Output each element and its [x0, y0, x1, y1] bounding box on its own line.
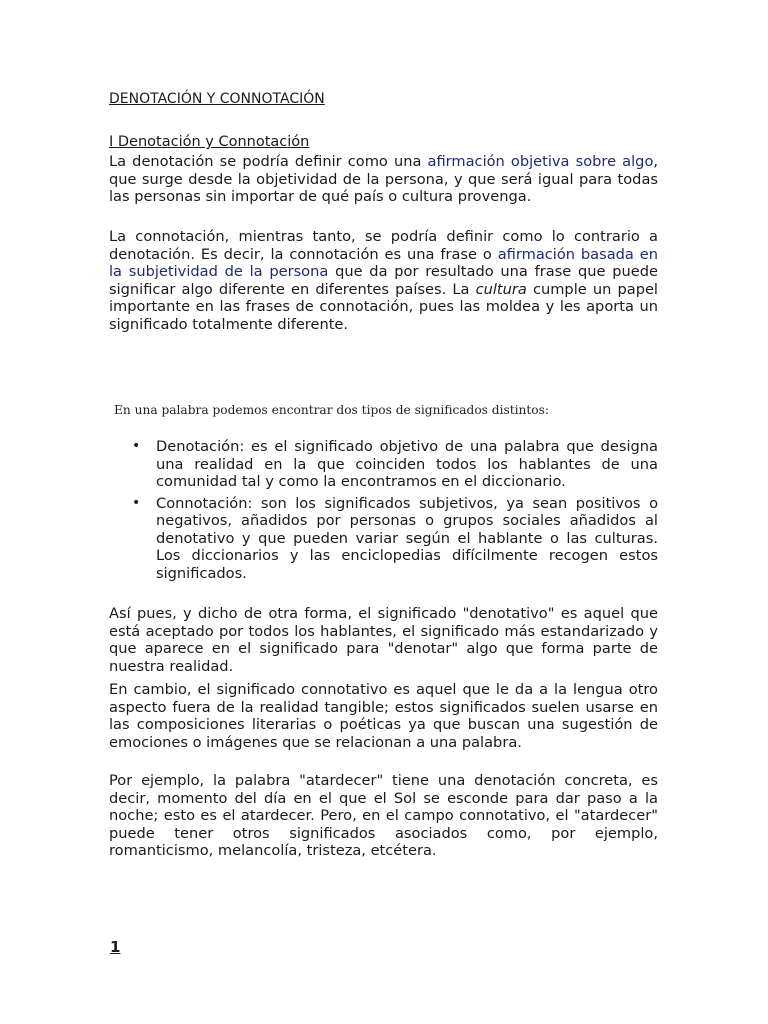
text-run: , que surge desde la objetividad de la persona, y que será igual para todas las personas sin importar de qué país o cultura provenga.	[109, 153, 659, 205]
paragraph-example-atardecer: Por ejemplo, la palabra "atardecer" tiene una denotación concreta, es decir, momento del día en el que el Sol se esconde para dar paso a la noche; esto es el atardecer. Pero, en el campo connotativo, el "atardecer" puede tener otros significados asociados como, por ejemplo, romanticismo, melancolía, tristeza, etcétera.	[109, 772, 658, 859]
text-run: La connotación, mientras tanto, se podría definir como lo contrario a denotación. Es decir, la connotación es una frase o	[109, 228, 658, 263]
paragraph-connotativo-summary: En cambio, el significado connotativo es aquel que le da a la lengua otro aspecto fuera de la realidad tangible; estos significados suelen usarse en las composiciones literarias o poéticas ya que buscan una sugestión de emociones o imágenes que se relacionan a una palabra.	[109, 681, 658, 751]
paragraph-connotation-definition	[109, 228, 658, 333]
paragraph-denotation-definition	[109, 153, 658, 206]
page-number: 1	[110, 938, 121, 956]
link-afirmacion-objetiva[interactable]: afirmación objetiva sobre algo	[427, 153, 654, 170]
paragraph-denotativo-summary: Así pues, y dicho de otra forma, el significado "denotativo" es aquel que está aceptado por todos los hablantes, el significado más estandarizado y que aparece en el significado para "denotar" algo que forma parte de nuestra realidad.	[109, 605, 658, 675]
list-item-denotacion	[114, 438, 658, 491]
document-title: DENOTACIÓN Y CONNOTACIÓN	[109, 91, 325, 107]
text-run: que da por resultado una frase que puede significar algo diferente en diferentes países. La	[109, 263, 658, 298]
section-heading: I Denotación y Connotación	[109, 134, 310, 150]
list-item-connotacion	[114, 495, 658, 583]
bullet-icon: •	[132, 494, 141, 511]
link-afirmacion-subjetividad[interactable]: afirmación basada en la subjetividad de la persona	[109, 245, 658, 280]
bullet-list	[114, 438, 658, 586]
italic-word-cultura: cultura	[475, 280, 527, 298]
text-run: cumple un papel importante en las frases de connotación, pues las moldea y les aporta un significado totalmente diferente.	[109, 280, 658, 333]
list-item-text: Denotación: es el significado objetivo de una palabra que designa una realidad en la que coinciden todos los hablantes de una comunidad tal y como la encontramos en el diccionario.	[156, 438, 658, 490]
list-item-text: Connotación: son los significados subjetivos, ya sean positivos o negativos, añadidos por personas o grupos sociales añadidos al denotativo y que pueden variar según el hablante o las culturas. Los diccionarios y las enciclopedias difícilmente recogen estos significados.	[156, 494, 658, 582]
bullet-icon: •	[132, 438, 141, 454]
intro-sentence: En una palabra podemos encontrar dos tipos de significados distintos:	[114, 403, 550, 417]
text-run: La denotación se podría definir como una	[109, 153, 428, 170]
